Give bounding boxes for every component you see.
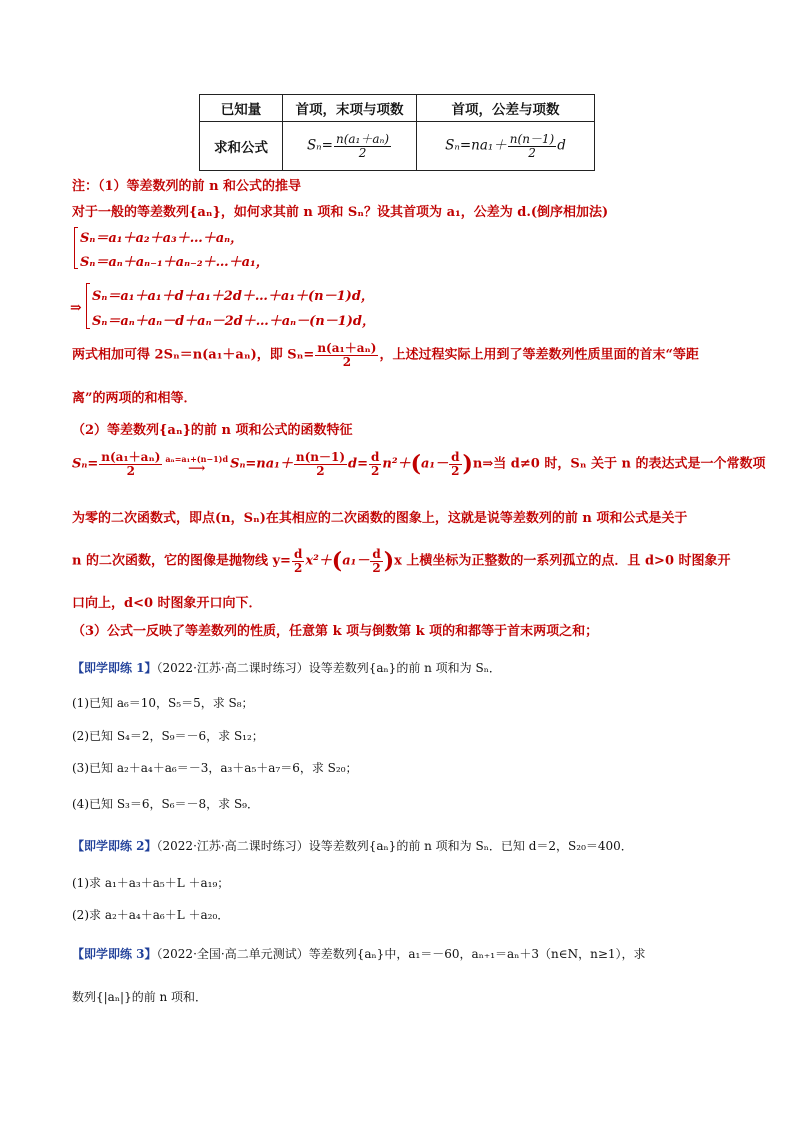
note-heading-3: （3）公式一反映了等差数列的性质，任意第 k 项与倒数第 k 项的和都等于首末两项之和； — [72, 624, 599, 639]
brace-1 — [74, 227, 78, 269]
exercise-3-title: 【即学即练 3】（2022·全国·高二单元测试）等差数列{aₙ}中，a₁＝－60，aₙ₊₁＝aₙ＋3（n∈N，n≥1），求 — [72, 947, 646, 961]
note-line-9: n 的二次函数，它的图像是抛物线 y= $\frac{d}{2}$ x²＋(a₁－ $\frac{d}{2}$ )x 上横坐标为正整数的一系列孤立的点．且 d>0 时图象开 — [72, 547, 731, 575]
system2-eq2: Sₙ＝aₙ＋aₙ－d＋aₙ－2d＋…＋aₙ－(n－1)d， — [92, 314, 375, 329]
note-line-2: 对于一般的等差数列{aₙ}，如何求其前 n 项和 Sₙ？设其首项为 a₁，公差为 d.(倒序相加法) — [72, 205, 609, 220]
table-header-col1: 首项，末项与项数 — [283, 95, 417, 122]
sum-formula-table — [199, 94, 595, 171]
exercise-1-q4: (4)已知 S₃＝6，S₆＝－8，求 S₉． — [72, 797, 259, 811]
exercise-3-line-2: 数列{|aₙ|}的前 n 项和． — [72, 990, 208, 1004]
table-header-known: 已知量 — [200, 95, 283, 122]
note-heading-2: （2）等差数列{aₙ}的前 n 项和公式的函数特征 — [72, 423, 353, 438]
right-arrow-icon: ⟶ — [188, 461, 206, 476]
exercise-2-q2: (2)求 a₂＋a₄＋a₆＋L ＋a₂₀． — [72, 908, 230, 922]
exercise-1-q2: (2)已知 S₄＝2，S₉＝－6，求 S₁₂； — [72, 729, 264, 743]
system1-eq1: Sₙ＝a₁＋a₂＋a₃＋…＋aₙ， — [80, 231, 244, 246]
exercise-1-q1: (1)已知 a₆＝10，S₅＝5，求 S₈； — [72, 696, 254, 710]
note-line-8: 为零的二次函数式，即点(n，Sₙ)在其相应的二次函数的图象上，这就是说等差数列的前 n 项和公式是关于 — [72, 511, 688, 526]
note-heading-1: 注：（1）等差数列的前 n 和公式的推导 — [72, 179, 302, 194]
exercise-1-q3: (3)已知 a₂＋a₄＋a₆＝－3，a₃＋a₅＋a₇＝6，求 S₂₀； — [72, 761, 358, 775]
system1-eq2: Sₙ＝aₙ＋aₙ₋₁＋aₙ₋₂＋…＋a₁， — [80, 255, 269, 270]
brace-2 — [86, 283, 90, 329]
table-formula-1: Sₙ= $\frac{\text{n(a₁＋aₙ)}}{2}$ — [283, 122, 417, 171]
exercise-2-q1: (1)求 a₁＋a₃＋a₅＋L ＋a₁₉； — [72, 876, 230, 890]
table-header-col2: 首项，公差与项数 — [417, 95, 595, 122]
system2-eq1: Sₙ＝a₁＋a₁＋d＋a₁＋2d＋…＋a₁＋(n－1)d， — [92, 289, 374, 304]
implies-arrow: ⇒ — [70, 300, 82, 316]
note-line-7: Sₙ= $\frac{\text{n(a₁＋aₙ)}}{2}$ aₙ=a₁+(n−1)d ⟶ Sₙ=na₁＋ $\frac{n(n-1)}{2}$ d= $\frac{d}{2}$ n²＋(a₁－ $\frac{d}{2}$ )n⇒当 d≠0 时，Sₙ 关于 n 的表达式是一个常数项 — [72, 450, 766, 478]
table-row-label: 求和公式 — [200, 122, 283, 171]
note-line-6: 离”的两项的和相等． — [72, 391, 197, 406]
note-line-5: 两式相加可得 2Sₙ＝n(a₁＋aₙ)，即 Sₙ= $\frac{\text{n(a₁＋aₙ)}}{2}$ ，上述过程实际上用到了等差数列性质里面的首末“等距 — [72, 341, 699, 369]
exercise-1-title: 【即学即练 1】（2022·江苏·高二课时练习）设等差数列{aₙ}的前 n 项和为 Sₙ． — [72, 661, 501, 675]
note-line-10: 口向上，d<0 时图象开口向下． — [72, 596, 262, 611]
table-formula-2: Sₙ=na₁＋ $\frac{n(n-1)}{2}$ d — [417, 122, 595, 171]
exercise-2-title: 【即学即练 2】（2022·江苏·高二课时练习）设等差数列{aₙ}的前 n 项和为 Sₙ．已知 d＝2，S₂₀＝400． — [72, 839, 633, 853]
